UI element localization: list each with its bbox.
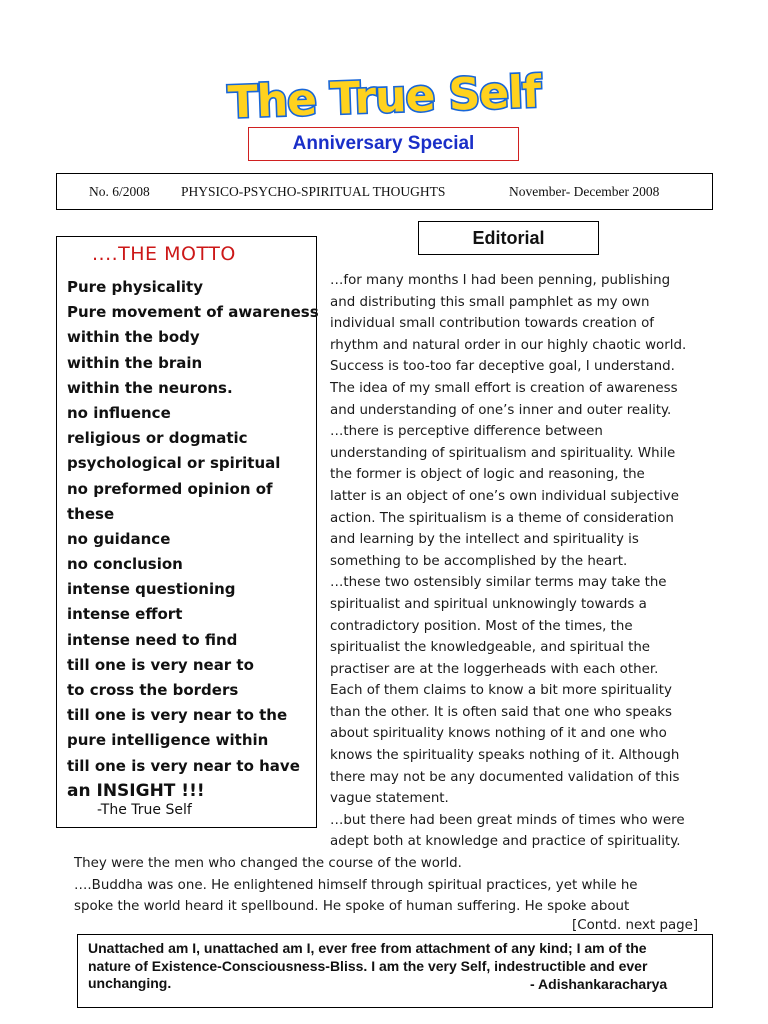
editorial-line: contradictory position. Most of the times, the xyxy=(330,618,633,634)
masthead-logo xyxy=(214,62,554,128)
quote-line: nature of Existence-Consciousness-Bliss. I am the very Self, indestructible and ever xyxy=(88,957,648,974)
motto-line: no conclusion xyxy=(67,555,183,574)
editorial-line: spoke the world heard it spellbound. He spoke of human suffering. He spoke about xyxy=(74,899,630,915)
motto-line: within the neurons. xyxy=(67,378,233,397)
editorial-line: ….Buddha was one. He enlightened himself through spiritual practices, yet while he xyxy=(74,877,638,893)
motto-line: to cross the borders xyxy=(67,681,239,699)
issue-date: November- December 2008 xyxy=(509,184,660,199)
editorial-line: than the other. It is often said that one who speaks xyxy=(330,704,673,720)
quote-line: unchanging. xyxy=(88,975,172,991)
editorial-line: They were the men who changed the course of the world. xyxy=(74,856,462,871)
editorial-line: vague statement. xyxy=(330,791,449,807)
quote-author: - Adishankaracharya xyxy=(530,976,668,992)
motto-line: till one is very near to xyxy=(67,655,254,674)
editorial-line: rhythm and natural order in our highly chaotic world. xyxy=(330,337,687,353)
anniversary-banner: Anniversary Special xyxy=(248,127,519,161)
motto-line: pure intelligence within xyxy=(67,731,269,750)
editorial-heading: Editorial xyxy=(418,221,599,255)
editorial-line: …but there had been great minds of times who were xyxy=(330,812,685,828)
motto-line: within the brain xyxy=(67,353,203,372)
motto-line: no guidance xyxy=(67,529,171,548)
motto-line: intense effort xyxy=(67,605,183,624)
editorial-line: knows the spirituality speaks nothing of it. Although xyxy=(330,748,680,764)
editorial-line: Success is too-too far deceptive goal, I understand. xyxy=(330,359,675,375)
editorial-line: adept both at knowledge and practice of spirituality. xyxy=(330,834,681,850)
editorial-line: and distributing this small pamphlet as my own xyxy=(330,294,650,310)
editorial-line: individual small contribution towards creation of xyxy=(330,316,655,332)
continued-note: [Contd. next page] xyxy=(572,918,699,933)
editorial-line: the former is object of logic and reasoning, the xyxy=(330,467,645,483)
motto-line: no influence xyxy=(67,403,171,422)
editorial-line: …there is perceptive difference between xyxy=(330,424,603,440)
editorial-line: spiritualist and spiritual unknowingly towards a xyxy=(330,596,647,612)
motto-line: intense questioning xyxy=(67,580,236,599)
editorial-line: Each of them claims to know a bit more spirituality xyxy=(330,683,672,699)
motto-line: intense need to find xyxy=(67,630,238,649)
motto-box xyxy=(56,236,317,828)
editorial-line: action. The spiritualism is a theme of consideration xyxy=(330,510,674,526)
quote-box xyxy=(77,934,713,1008)
issue-subtitle: PHYSICO-PSYCHO-SPIRITUAL THOUGHTS xyxy=(181,184,446,199)
issue-header xyxy=(56,173,713,210)
motto-line: an INSIGHT !!! xyxy=(67,780,205,801)
editorial-line: something to be accomplished by the heart. xyxy=(330,553,628,569)
editorial-line: practiser are at the loggerheads with each other. xyxy=(330,661,659,677)
editorial-line: understanding of spiritualism and spirituality. While xyxy=(330,445,676,461)
editorial-line: and understanding of one’s inner and outer reality. xyxy=(330,402,672,418)
editorial-line: latter is an object of one’s own individual subjective xyxy=(330,488,679,504)
editorial-line: and learning by the intellect and spirituality is xyxy=(330,532,639,548)
motto-line: till one is very near to the xyxy=(67,706,288,725)
masthead-title xyxy=(0,62,768,132)
editorial-line: The idea of my small effort is creation of awareness xyxy=(330,380,678,396)
masthead-title-text: The True Self xyxy=(226,66,542,128)
motto-title: ....THE MOTTO xyxy=(92,243,236,265)
editorial-line: spiritualist the knowledgeable, and spiritual the xyxy=(330,640,651,656)
motto-lines xyxy=(67,275,317,804)
editorial-line: …these two ostensibly similar terms may take the xyxy=(330,575,667,591)
editorial-line: …for many months I had been penning, publishing xyxy=(330,273,671,288)
motto-line: Pure physicality xyxy=(67,278,203,296)
motto-line: within the body xyxy=(67,328,200,347)
motto-line: psychological or spiritual xyxy=(67,454,281,473)
issue-number: No. 6/2008 xyxy=(89,184,150,199)
quote-line: Unattached am I, unattached am I, ever free from attachment of any kind; I am of the xyxy=(88,940,647,956)
motto-line: no preformed opinion of xyxy=(67,479,273,498)
motto-signature: -The True Self xyxy=(97,802,192,818)
editorial-line: about spirituality knows nothing of it and one who xyxy=(330,726,667,742)
motto-line: religious or dogmatic xyxy=(67,429,248,448)
motto-line: these xyxy=(67,504,115,523)
editorial-continued xyxy=(74,853,714,918)
motto-line: Pure movement of awareness xyxy=(67,303,319,322)
motto-line: till one is very near to have xyxy=(67,756,300,775)
editorial-line: there may not be any documented validation of this xyxy=(330,769,680,785)
editorial-body xyxy=(330,270,720,853)
